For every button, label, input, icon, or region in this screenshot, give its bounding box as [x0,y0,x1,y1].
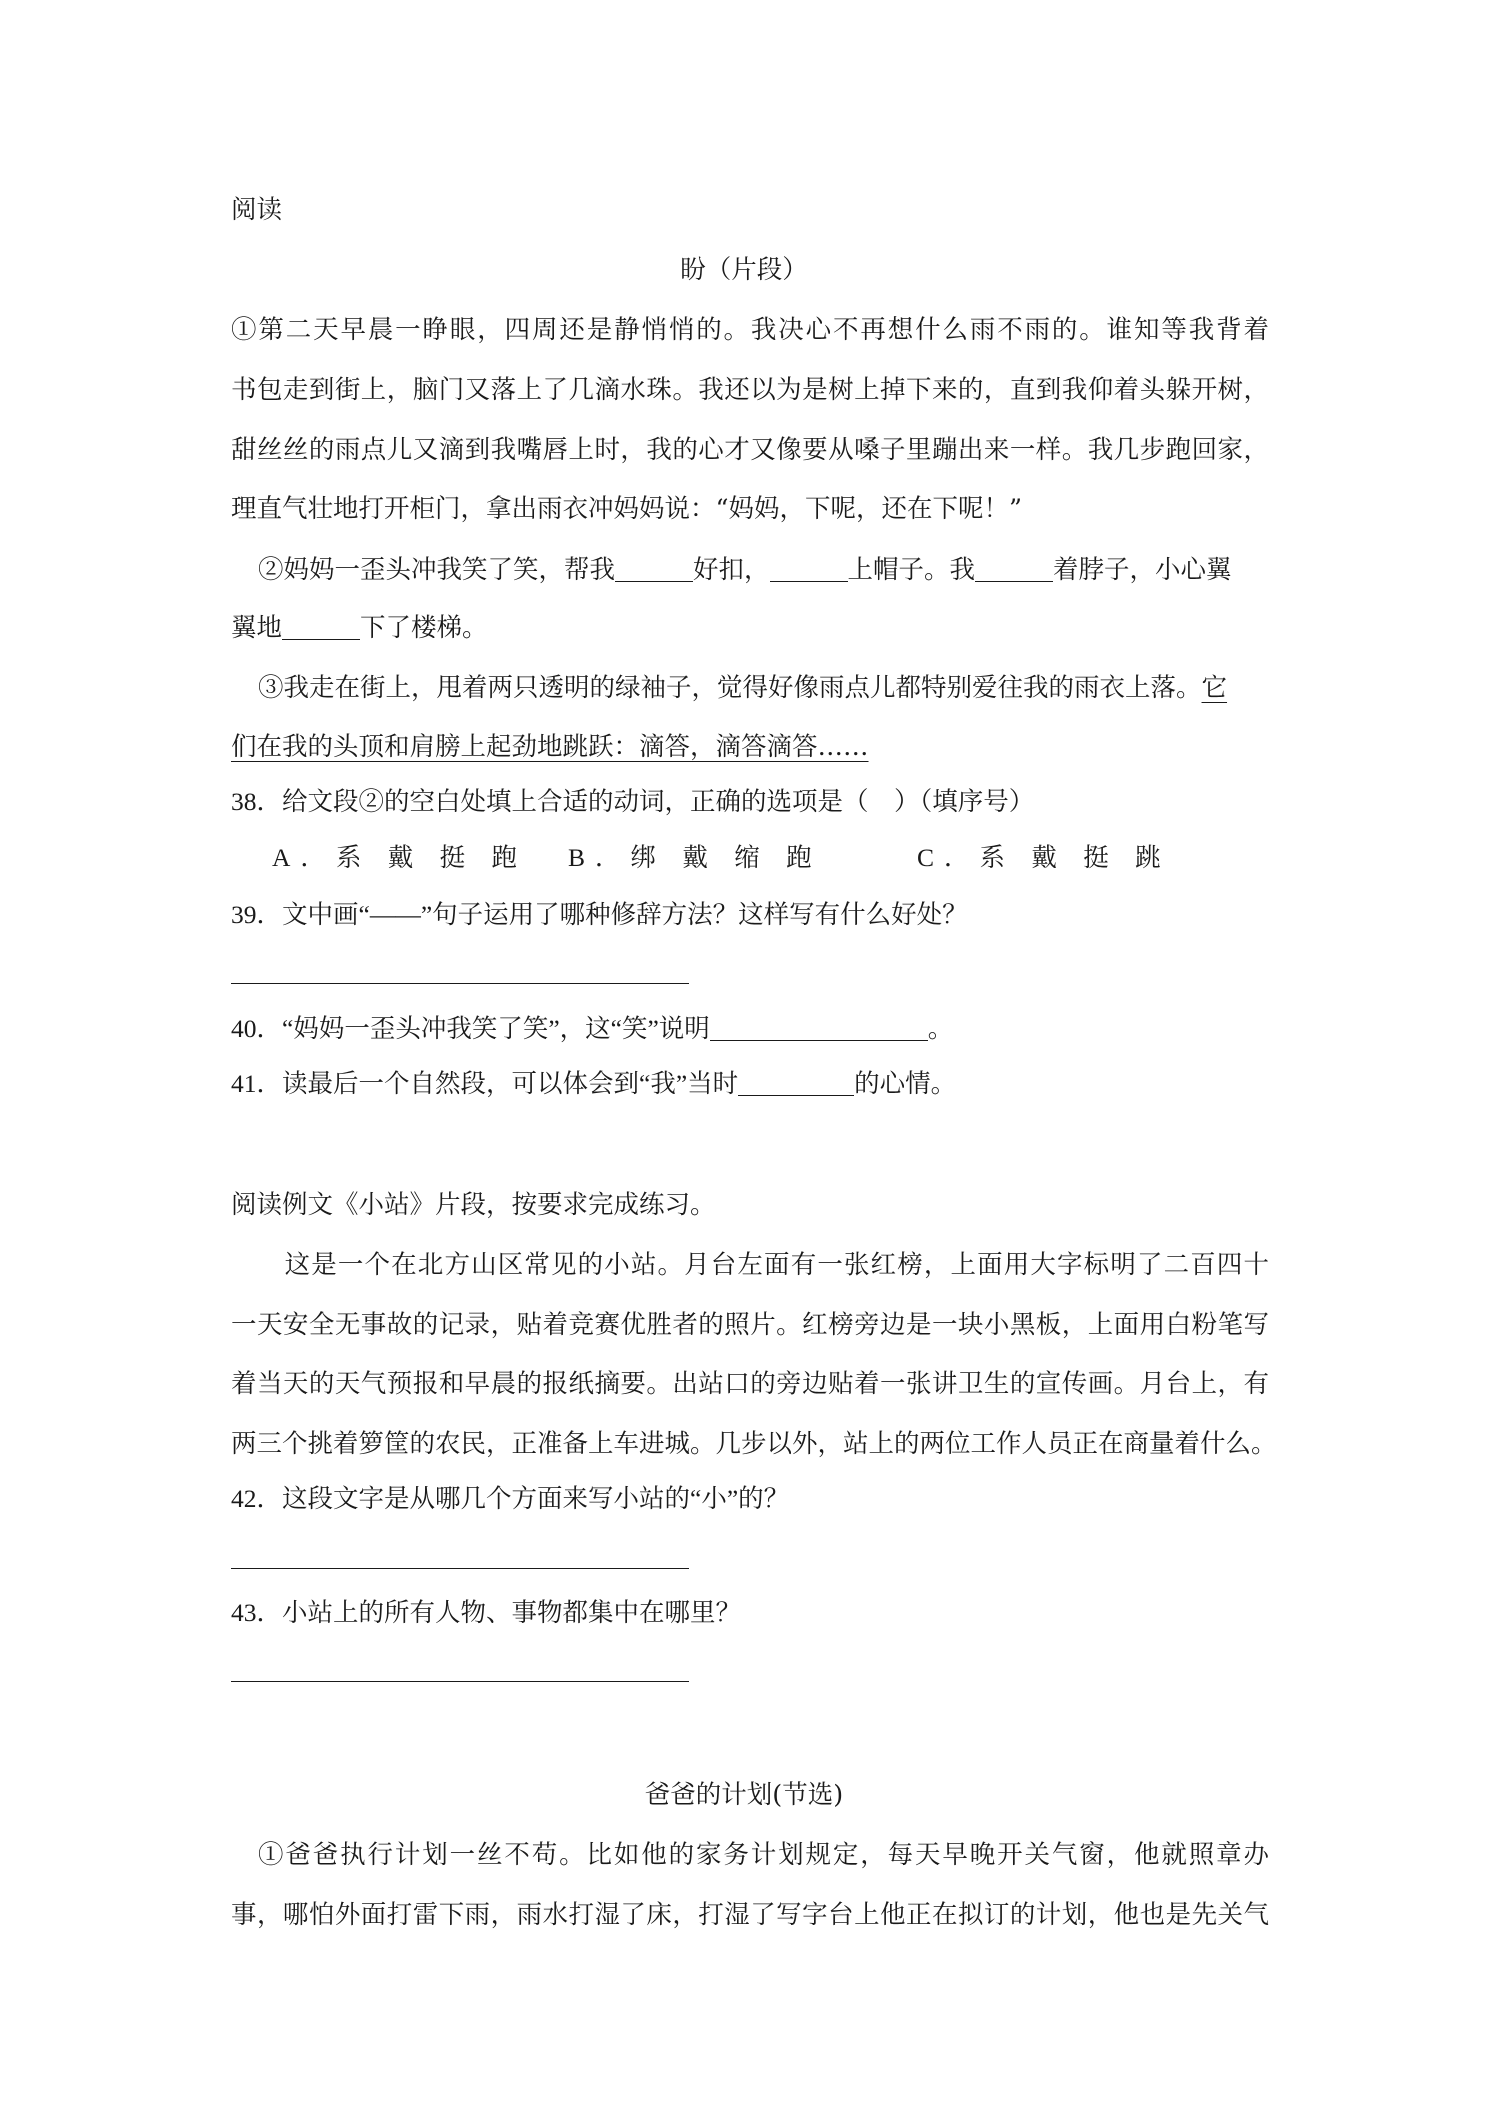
option-a[interactable] [272,838,527,878]
question-41 [231,1064,956,1104]
passage-text: 下了楼梯。 [360,613,488,643]
answer-line[interactable] [231,983,689,984]
section-header: 阅读 [231,195,283,224]
passage-line [231,727,869,767]
passage-line: 理直气壮地打开柜门，拿出雨衣冲妈妈说：“妈妈，下呢，还在下呢！” [231,494,1023,524]
passage-line: 着当天的天气预报和早晨的报纸摘要。出站口的旁边贴着一张讲卫生的宣传画。月台上，有 [231,1369,1269,1399]
passage-line-blanks [231,608,488,648]
question-text: 的心情。 [854,1069,957,1098]
passage-title: 爸爸的计划(节选) [644,1780,844,1810]
underlined-sentence: 们在我的头顶和肩膀上起劲地跳跃：滴答，滴答滴答…… [231,732,869,762]
blank[interactable] [738,1067,854,1096]
passage-line: 甜丝丝的雨点儿又滴到我嘴唇上时，我的心才又像要从嗓子里蹦出来一样。我几步跑回家， [231,435,1269,465]
option-c[interactable] [917,838,1171,878]
option-text: B．绑 戴 缩 跑 [568,843,822,872]
passage-text: 翼地 [231,613,283,643]
blank[interactable] [710,1012,928,1041]
passage-text: ③我走在街上，甩着两只透明的绿袖子，觉得好像雨点儿都特别爱往我的雨衣上落。 [258,673,1202,703]
underlined-sentence: 它 [1201,673,1228,703]
blank[interactable] [282,611,360,640]
passage-text: 着脖子，小心翼 [1053,555,1232,585]
question-text: 。 [927,1014,954,1043]
passage-line-blanks [258,550,1232,590]
question-text: 41．读最后一个自然段，可以体会到“我”当时 [231,1069,739,1098]
passage-line: 事，哪怕外面打雷下雨，雨水打湿了床，打湿了写字台上他正在拟订的计划，他也是先关气 [231,1900,1269,1930]
passage-line: 一天安全无事故的记录，贴着竞赛优胜者的照片。红榜旁边是一块小黑板，上面用白粉笔写 [231,1310,1269,1340]
passage-text: ②妈妈一歪头冲我笑了笑，帮我 [258,555,616,585]
question-40 [231,1009,953,1049]
blank[interactable] [975,553,1053,582]
passage-line [258,668,1227,708]
blank[interactable] [770,553,848,582]
option-b[interactable] [568,838,822,878]
passage-line: ①第二天早晨一睁眼，四周还是静悄悄的。我决心不再想什么雨不雨的。谁知等我背着 [231,315,1269,345]
question-text: 40．“妈妈一歪头冲我笑了笑”，这“笑”说明 [231,1014,710,1043]
option-text: A．系 戴 挺 跑 [272,843,528,872]
answer-line[interactable] [231,1681,689,1682]
answer-line[interactable] [231,1568,689,1569]
passage-title: 盼（片段） [680,255,808,285]
passage-text: 好扣， [693,555,770,585]
passage-text: 上帽子。我 [847,555,976,585]
question-38: 38．给文段②的空白处填上合适的动词，正确的选项是（ ）（填序号） [231,787,1035,816]
question-43: 43．小站上的所有人物、事物都集中在哪里？ [231,1598,742,1627]
question-39: 39．文中画“——”句子运用了哪种修辞方法？这样写有什么好处？ [231,900,968,929]
option-text: C．系 戴 挺 跳 [917,843,1171,872]
section-intro: 阅读例文《小站》片段，按要求完成练习。 [231,1190,716,1219]
passage-line: 这是一个在北方山区常见的小站。月台左面有一张红榜，上面用大字标明了二百四十 [258,1250,1269,1280]
question-42: 42．这段文字是从哪几个方面来写小站的“小”的？ [231,1484,790,1513]
passage-line: 书包走到街上，脑门又落上了几滴水珠。我还以为是树上掉下来的，直到我仰着头躲开树， [231,375,1269,405]
passage-line: 两三个挑着箩筐的农民，正准备上车进城。几步以外，站上的两位工作人员正在商量着什么。 [231,1429,1277,1459]
passage-line: ①爸爸执行计划一丝不苟。比如他的家务计划规定，每天早晚开关气窗，他就照章办 [258,1840,1269,1870]
blank[interactable] [615,553,693,582]
